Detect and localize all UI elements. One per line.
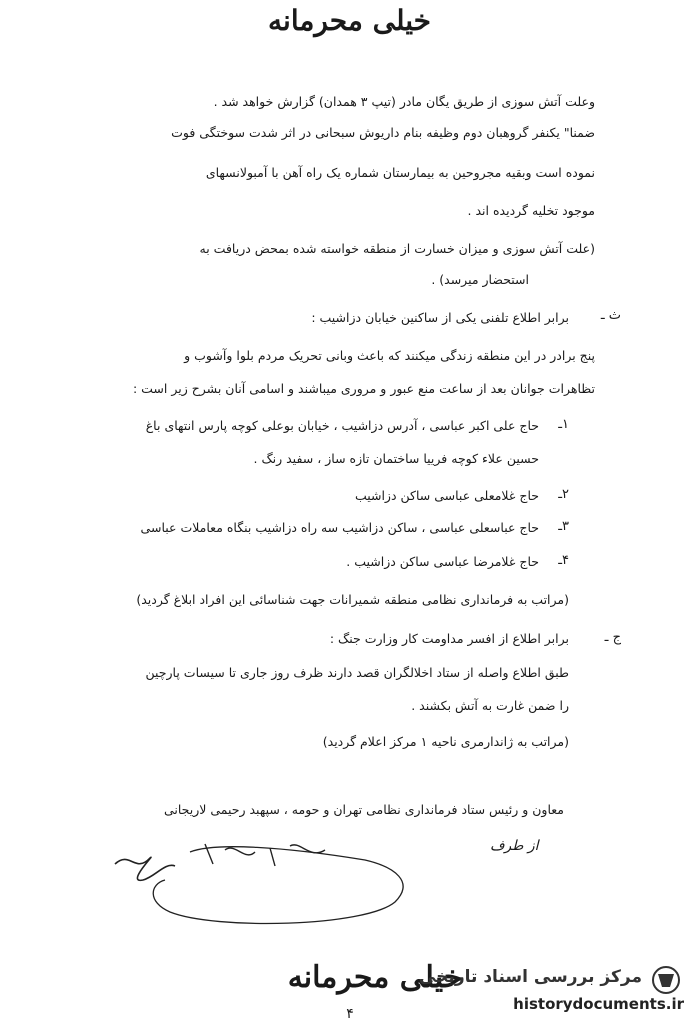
- archive-logo-icon: [646, 965, 686, 995]
- section-intro: برابر اطلاع از افسر مداومت کار وزارت جنگ :: [329, 631, 569, 646]
- list-item-line: حاج عباسعلی عباسی ، ساکن دزاشیب سه راه دزاشیب بنگاه معاملات عباسی: [140, 520, 539, 535]
- list-number: ۱ـ: [558, 417, 569, 432]
- list-item-line: حاج علی اکبر عباسی ، آدرس دزاشیب ، خیابان بوعلی کوچه پارس انتهای باغ: [145, 418, 539, 433]
- classification-footer: خیلی محرمانه: [287, 960, 463, 995]
- page-number: ۴: [346, 1006, 354, 1022]
- section-note: (مراتب به ژاندارمری ناحیه ۱ مرکز اعلام گردید): [322, 734, 569, 749]
- body-line: (علت آتش سوزی و میزان خسارت از منطقه خواسته شده بمحض دریافت به: [199, 241, 595, 256]
- section-marker-t: ث ـ: [600, 308, 621, 323]
- body-line: پنج برادر در این منطقه زندگی میکنند که باعث وبانی تحریک مردم بلوا وآشوب و: [184, 348, 595, 363]
- list-number: ۳ـ: [558, 519, 569, 534]
- body-line: استحضار میرسد) .: [431, 272, 529, 287]
- handwritten-signature: [95, 822, 495, 932]
- archive-watermark: [400, 965, 690, 1025]
- body-line: ضمنا" یکنفر گروهبان دوم وظیفه بنام داریوش سبحانی در اثر شدت سوختگی فوت: [171, 125, 595, 140]
- body-line: تظاهرات جوانان بعد از ساعت منع عبور و مروری میباشند و اسامی آنان بشرح زیر است :: [132, 381, 595, 396]
- body-line: را ضمن غارت به آتش بکشند .: [411, 698, 569, 713]
- list-number: ۴ـ: [558, 553, 569, 568]
- watermark-url: historydocuments.ir: [513, 995, 684, 1013]
- body-line: موجود تخلیه گردیده اند .: [467, 203, 595, 218]
- body-line: نموده است وبقیه مجروحین به بیمارستان شماره یک راه آهن با آمبولانسهای: [205, 165, 595, 180]
- list-number: ۲ـ: [558, 487, 569, 502]
- body-line: طبق اطلاع واصله از ستاد اخلالگران قصد دارند ظرف روز جاری تا سیسات پارچین: [145, 665, 569, 680]
- body-line: وعلت آتش سوزی از طریق یگان مادر (تیپ ۳ همدان) گزارش خواهد شد .: [213, 94, 595, 109]
- signatory-title: معاون و رئیس ستاد فرمانداری نظامی تهران و حومه ، سپهبد رحیمی لاریجانی: [163, 802, 564, 817]
- section-note: (مراتب به فرمانداری نظامی منطقه شمیرانات جهت شناسائی این افراد ابلاغ گردید): [136, 592, 569, 607]
- list-item-line: حاج غلامعلی عباسی ساکن دزاشیب: [354, 488, 539, 503]
- section-intro: برابر اطلاع تلفنی یکی از ساکنین خیابان دزاشیب :: [311, 310, 569, 325]
- classification-header: خیلی محرمانه: [268, 4, 431, 37]
- list-item-line: حسین علاء کوچه فرییا ساختمان تازه ساز ، سفید رنگ .: [253, 451, 539, 466]
- watermark-text: مرکز بررسی اسناد تاریخی: [419, 967, 642, 987]
- section-marker-j: ج ـ: [604, 630, 621, 645]
- list-item-line: حاج غلامرضا عباسی ساکن دزاشیب .: [346, 554, 539, 569]
- from-label: از طرف: [490, 838, 539, 854]
